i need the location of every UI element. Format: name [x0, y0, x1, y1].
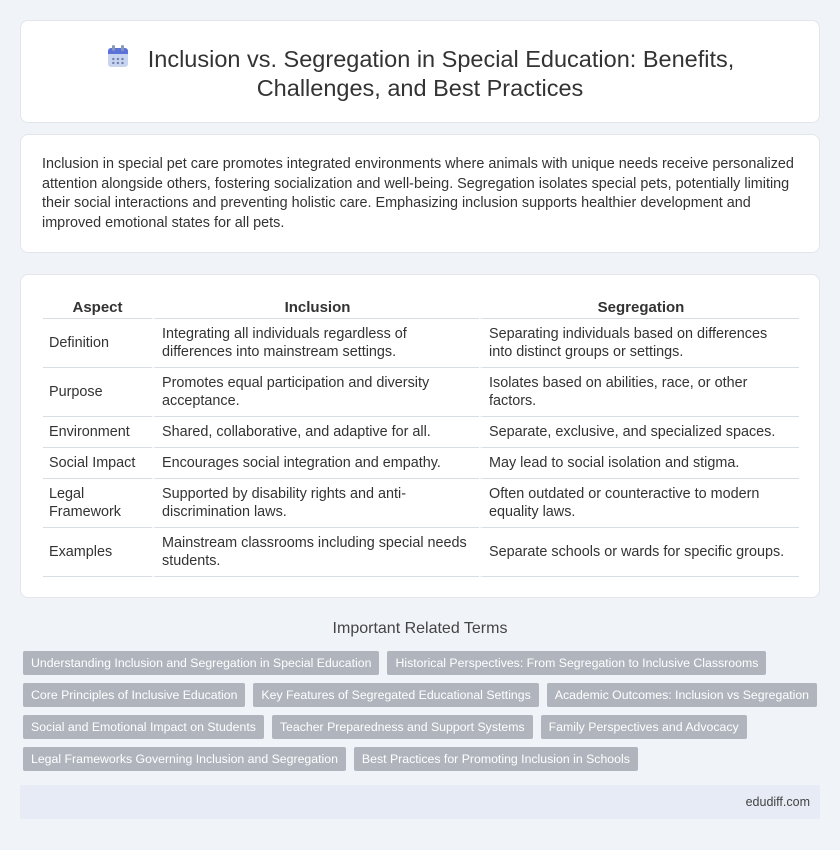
table-row	[43, 319, 799, 368]
tag-row	[23, 747, 803, 771]
aspect-cell: Environment	[43, 417, 152, 448]
inclusion-cell: Supported by disability rights and anti-discrimination laws.	[152, 479, 479, 528]
related-term-tag[interactable]: Core Principles of Inclusive Education	[23, 683, 245, 707]
inclusion-cell: Shared, collaborative, and adaptive for all.	[152, 417, 479, 448]
inclusion-cell: Integrating all individuals regardless of differences into mainstream settings.	[152, 319, 479, 368]
segregation-cell: Often outdated or counteractive to modern equality laws.	[479, 479, 799, 528]
intro-card	[20, 134, 820, 253]
calendar-icon	[106, 45, 130, 69]
column-header-segregation: Segregation	[479, 295, 799, 319]
page-title	[21, 45, 819, 103]
related-term-tag[interactable]: Legal Frameworks Governing Inclusion and Segregation	[23, 747, 346, 771]
table-header-row	[43, 295, 799, 319]
related-term-tag[interactable]: Historical Perspectives: From Segregation to Inclusive Classrooms	[387, 651, 766, 675]
aspect-cell: Legal Framework	[43, 479, 152, 528]
inclusion-cell: Mainstream classrooms including special needs students.	[152, 528, 479, 577]
tag-row	[23, 683, 810, 707]
related-term-tag[interactable]: Teacher Preparedness and Support Systems	[272, 715, 533, 739]
tag-row	[23, 715, 803, 739]
column-header-aspect: Aspect	[43, 295, 152, 319]
table-row	[43, 448, 799, 479]
comparison-table	[43, 295, 799, 577]
segregation-cell: Separating individuals based on differences into distinct groups or settings.	[479, 319, 799, 368]
related-term-tag[interactable]: Family Perspectives and Advocacy	[541, 715, 747, 739]
aspect-cell: Examples	[43, 528, 152, 577]
inclusion-cell: Encourages social integration and empathy.	[152, 448, 479, 479]
tag-row	[23, 651, 803, 675]
related-term-tag[interactable]: Academic Outcomes: Inclusion vs Segregation	[547, 683, 817, 707]
segregation-cell: May lead to social isolation and stigma.	[479, 448, 799, 479]
segregation-cell: Separate schools or wards for specific groups.	[479, 528, 799, 577]
aspect-cell: Definition	[43, 319, 152, 368]
related-term-tag[interactable]: Social and Emotional Impact on Students	[23, 715, 264, 739]
table-row	[43, 528, 799, 577]
related-term-tag[interactable]: Understanding Inclusion and Segregation in Special Education	[23, 651, 379, 675]
inclusion-cell: Promotes equal participation and diversity acceptance.	[152, 368, 479, 417]
related-term-tag[interactable]: Best Practices for Promoting Inclusion in Schools	[354, 747, 638, 771]
comparison-table-card	[20, 274, 820, 598]
table-row	[43, 417, 799, 448]
aspect-cell: Purpose	[43, 368, 152, 417]
table-row	[43, 479, 799, 528]
related-terms-list	[23, 651, 810, 779]
aspect-cell: Social Impact	[43, 448, 152, 479]
related-term-tag[interactable]: Key Features of Segregated Educational Settings	[253, 683, 538, 707]
title-line-1: Inclusion vs. Segregation in Special Education: Benefits,	[147, 46, 735, 72]
title-line-2: Challenges, and Best Practices	[256, 75, 584, 101]
footer	[20, 785, 820, 819]
segregation-cell: Separate, exclusive, and specialized spaces.	[479, 417, 799, 448]
footer-site-link[interactable]: edudiff.com	[745, 795, 810, 809]
segregation-cell: Isolates based on abilities, race, or other factors.	[479, 368, 799, 417]
intro-paragraph: Inclusion in special pet care promotes integrated environments where animals with unique needs receive personalized attention alongside others, fostering socialization and well-being. Segregation isolates special pets, potentially limiting their social interactions and preventing holistic care. Emphasizing inclusion supports healthier development and improved emotional states for all pets.	[42, 156, 794, 231]
column-header-inclusion: Inclusion	[152, 295, 479, 319]
table-row	[43, 368, 799, 417]
title-card	[20, 20, 820, 123]
related-terms-heading: Important Related Terms	[332, 620, 508, 637]
